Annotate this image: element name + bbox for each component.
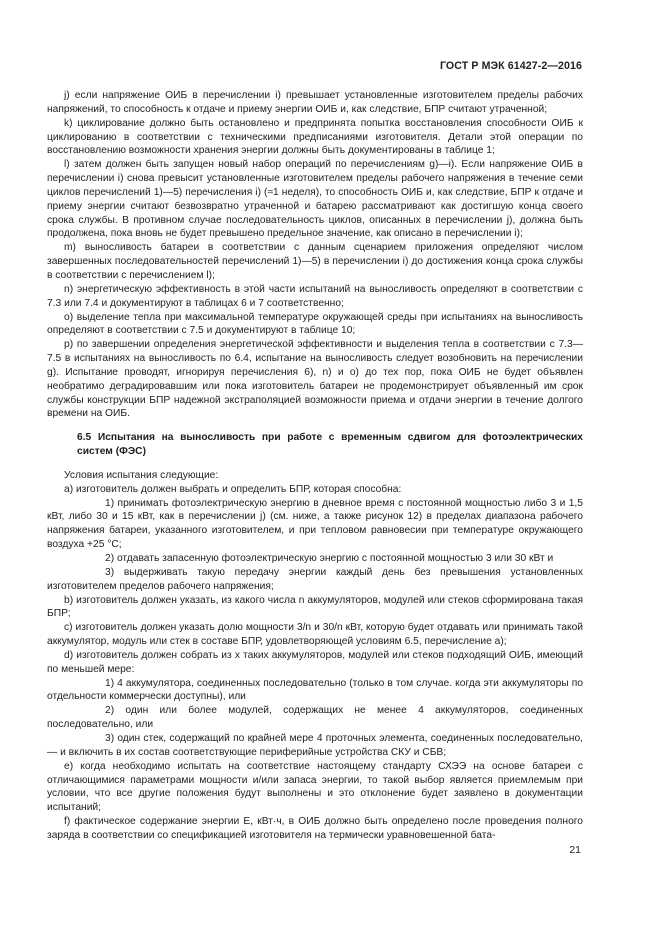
- paragraph: c) изготовитель должен указать долю мощности 3/n и 30/n кВт, которую будет отдавать или принимать такой аккумулятор, модуль или стек в составе БПР, удовлетворяющей условиям 6.5, перечисление a);: [47, 622, 583, 648]
- paragraph: j) если напряжение ОИБ в перечислении i) превышает установленные изготовителем пределы рабочих напряжений, то способность к отдаче и приему энергии ОИБ и, как следствие, БПР считают утраченной;: [47, 90, 583, 115]
- paragraph: b) изготовитель должен указать, из какого числа n аккумуляторов, модулей или стеков сформирована такая БПР;: [47, 594, 583, 620]
- paragraph: 3) выдерживать такую передачу энергии каждый день без превышения установленных изготовителем пределов рабочего напряжения;: [47, 566, 583, 592]
- paragraph: 3) один стек, содержащий по крайней мере 4 проточных элемента, соединенных последовательно, — и включить в их состав соответствующие периферийные устройства СКУ и СБВ;: [47, 732, 583, 758]
- paragraph: Условия испытания следующие:: [64, 469, 219, 481]
- paragraph: d) изготовитель должен собрать из x таких аккумуляторов, модулей или стеков подходящий ОИБ, имеющий по меньшей мере:: [47, 649, 583, 675]
- paragraph: e) когда необходимо испытать на соответствие настоящему стандарту СХЭЭ на основе батареи с отличающимися параметрами мощности и/или запаса энергии, то такой выбор является приемлемым при условии, что все другие положения будут выполнены и это отклонение будет заявлено в документации испытаний;: [47, 760, 583, 814]
- paragraph: 2) один или более модулей, содержащих не менее 4 аккумуляторов, соединенных последовательно, или: [47, 705, 583, 731]
- paragraph: f) фактическое содержание энергии E, кВт·ч, в ОИБ должно быть определено после проведения полного заряда в соответствии со спецификацией изготовителя на термически уравновешенной бата-: [47, 816, 583, 841]
- paragraph: p) по завершении определения энергетической эффективности и выделения тепла в соответствии с 7.3—7.5 в испытаниях на выносливость по 6.4, испытание на выносливость следует возобновить на перечислении g). Испытание проводят, игнорируя перечисления 6), n) и о) до тех пор, пока ОИБ не будет объявлен необратимо деградировавшим или пока изготовитель батареи не продемонстрирует объявленный им срок службы конструкции БПР надежной экстраполяцией возможности приема и отдачи энергии в течение долгого времени на ОИБ.: [47, 339, 583, 420]
- paragraph: 1) принимать фотоэлектрическую энергию в дневное время с постоянной мощностью либо 3 и 1,5 кВт, либо 30 и 15 кВт, как в перечислении j) (см. ниже, а также рисунок 12) в пределах диапазона рабочего напряжения батареи, указанного изготовителем, и при тепловом равновесии при температуре окружающего воздуха +25 °С;: [47, 497, 583, 551]
- paragraph: n) энергетическую эффективность в этой части испытаний на выносливость определяют в соответствии с 7.3 или 7.4 и документируют в таблицах 6 и 7 соответственно;: [47, 283, 583, 309]
- paragraph: l) затем должен быть запущен новый набор операций по перечислениям g)—i). Если напряжение ОИБ в перечислении i) снова превысит установленные изготовителем пределы рабочего напряжения в течение семи циклов перечислений 1)—5) перечисления i) (≈1 неделя), то способность ОИБ и, как следствие, БПР к отдаче и приему энергии считают безвозвратно утраченной и батарею рассматривают как достигшую конца своего срока службы. В противном случае последовательность циклов, описанных в перечислении j), должна быть продолжена, пока вновь не будет превышено предельное значение, как описано в перечислении i);: [47, 159, 583, 240]
- paragraph: m) выносливость батареи в соответствии с данным сценарием приложения определяют числом завершенных последовательностей перечислений 1)—5) в перечислении i) до достижения конца срока службы в соответствии с перечислением l);: [47, 242, 583, 281]
- paragraph: 2) отдавать запасенную фотоэлектрическую энергию с постоянной мощностью 3 или 30 кВт и: [105, 553, 554, 564]
- paragraph: 1) 4 аккумулятора, соединенных последовательно (только в том случае. когда эти аккумуляторы по отдельности коммерчески доступны), или: [47, 677, 583, 703]
- paragraph: o) выделение тепла при максимальной температуре окружающей среды при испытаниях на выносливость определяют в соответствии с 7.5 и документируют в таблице 10;: [47, 311, 583, 337]
- document-body: [47, 89, 583, 843]
- document-header: ГОСТ Р МЭК 61427-2—2016: [439, 60, 582, 72]
- paragraph: k) циклирование должно быть остановлено и предпринята попытка восстановления способности ОИБ к циклированию в соответствии с техническими предписаниями изготовителя. Детали этой операции по восстановлению возможности хранения энергии должны быть документированы в таблице 1;: [47, 117, 583, 157]
- paragraph: a) изготовитель должен выбрать и определить БПР, которая способна:: [64, 483, 402, 495]
- page-number: 21: [569, 844, 581, 856]
- section-heading: 6.5 Испытания на выносливость при работе с временным сдвигом для фотоэлектрических систем (ФЭС): [77, 432, 583, 458]
